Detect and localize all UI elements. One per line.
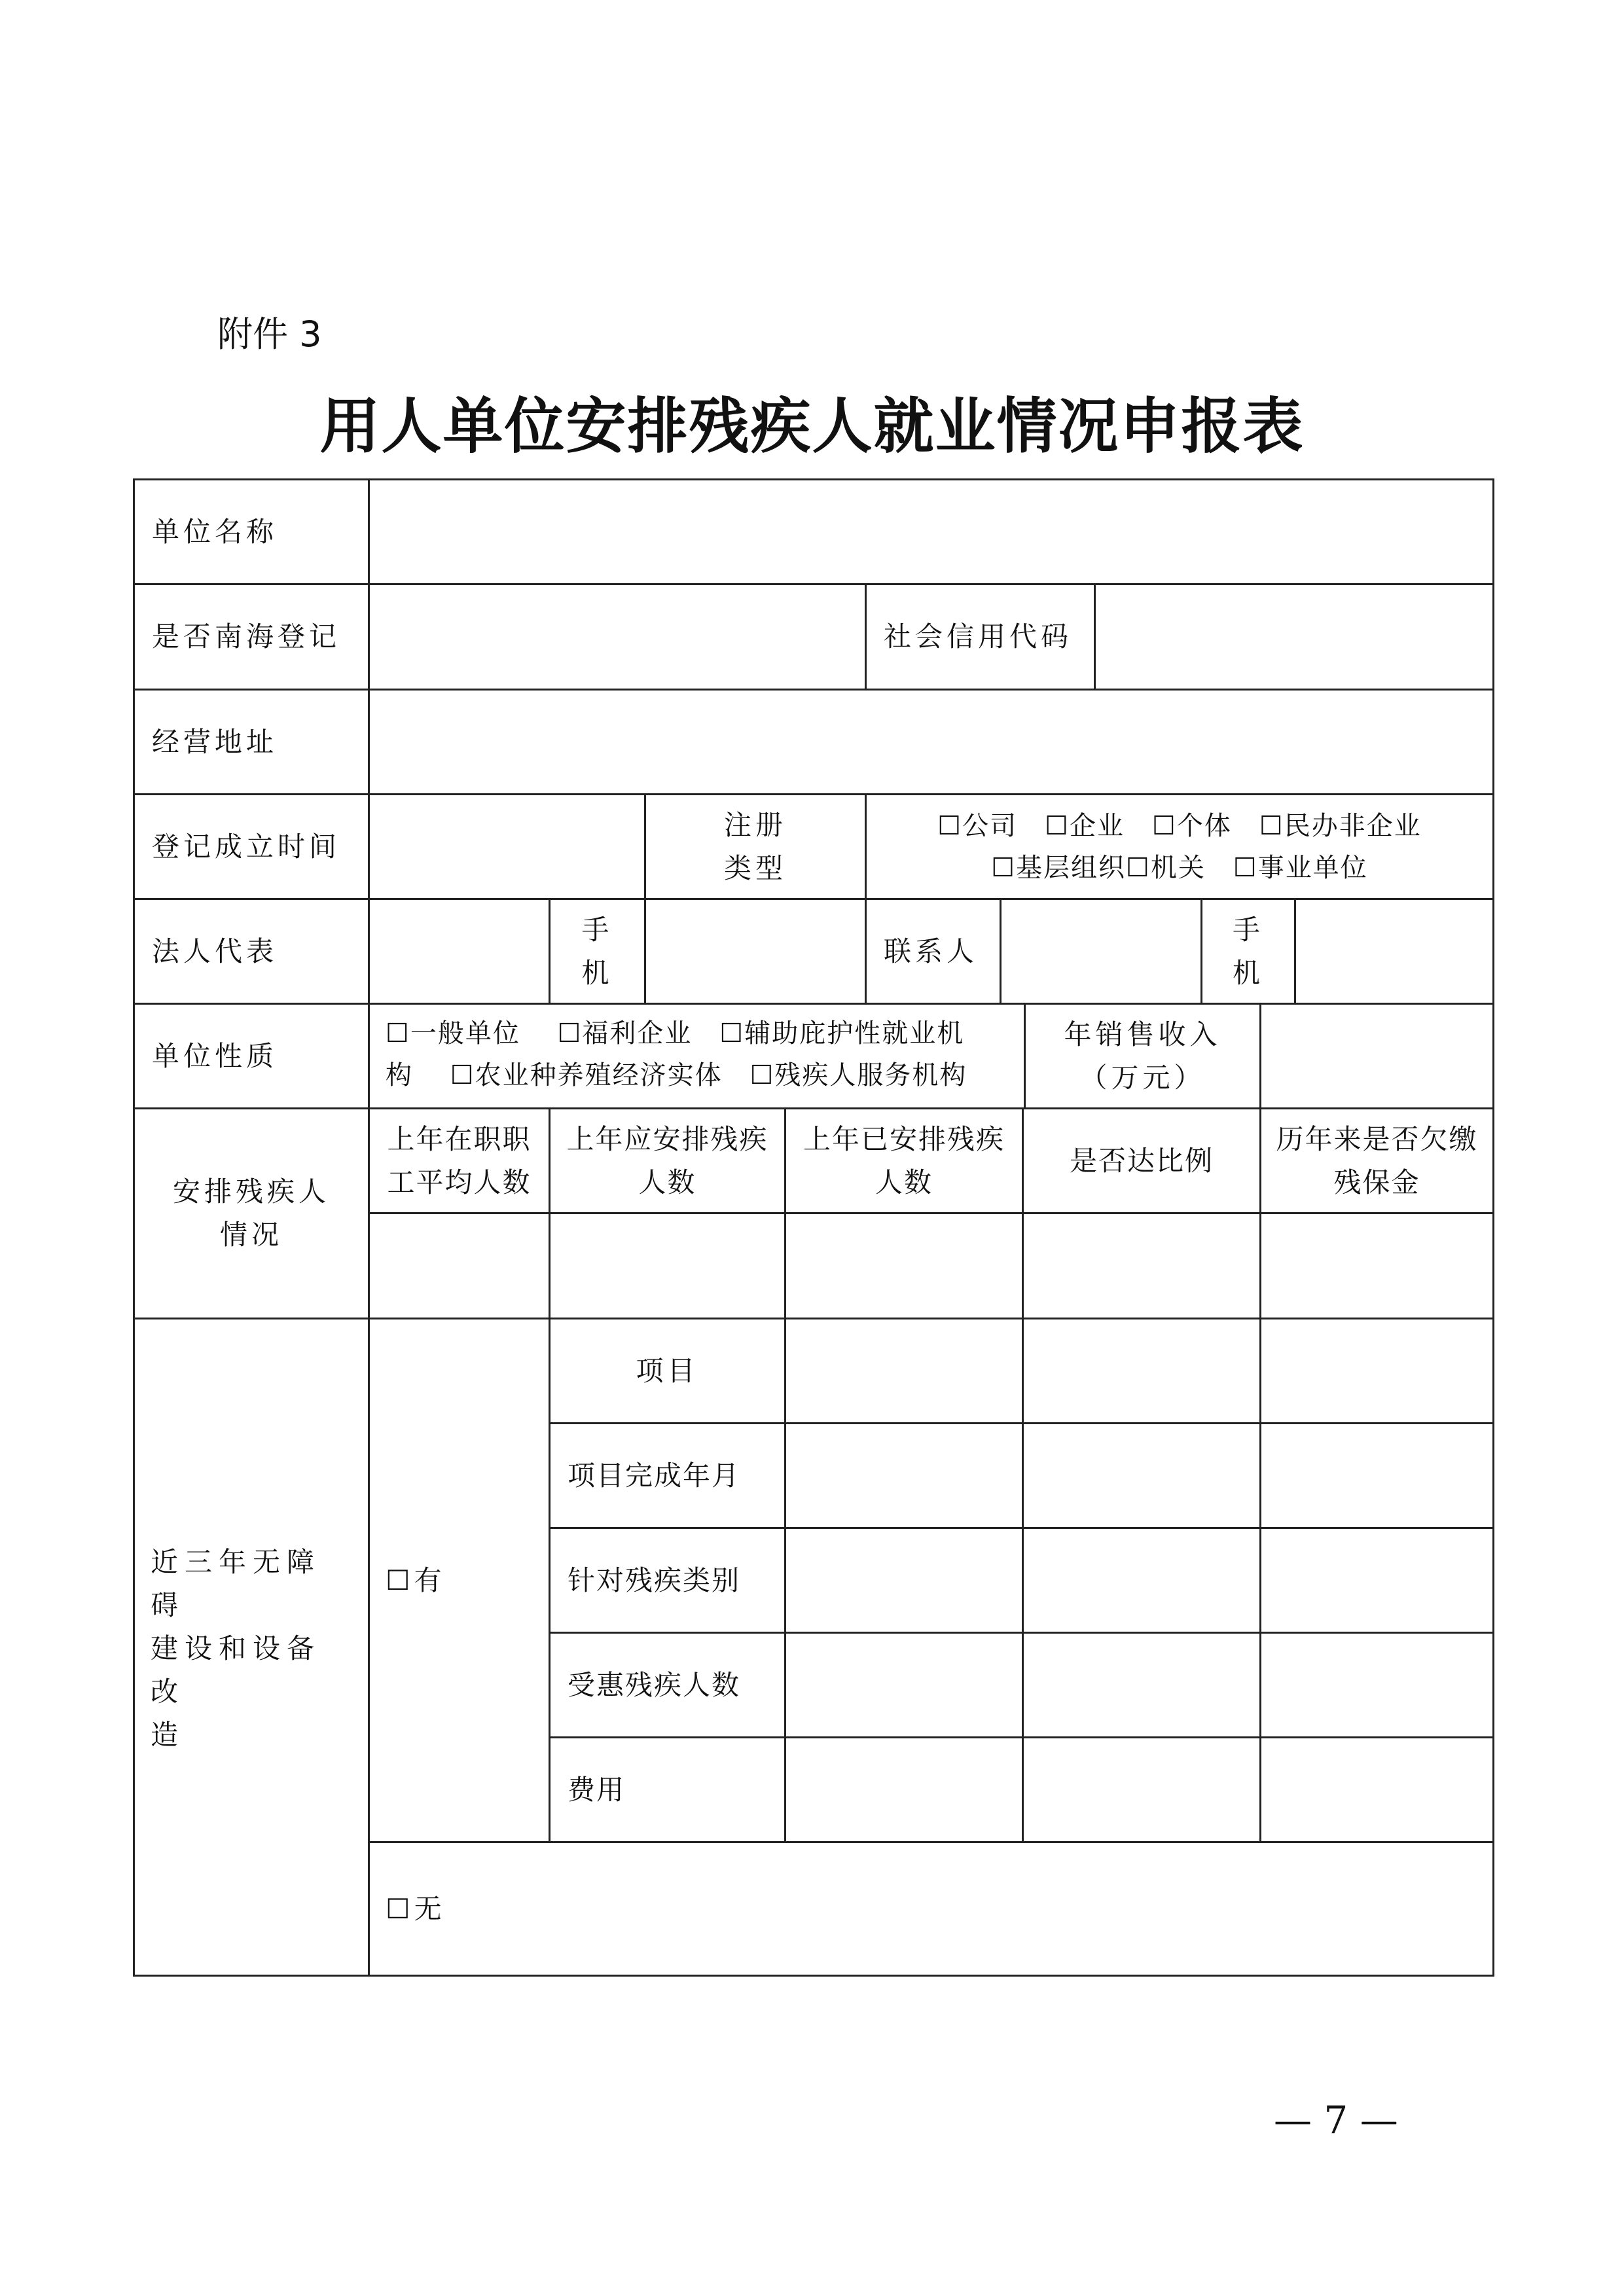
col-arrears-header: [1261, 1109, 1492, 1212]
barrier-free-label-line2: 建设和设备改: [151, 1632, 321, 1708]
unit-nature-options[interactable]: [370, 1005, 1024, 1107]
col-avg-staff-header-line2: 工平均人数: [387, 1166, 532, 1198]
phone-label-line1: 手: [1232, 913, 1264, 946]
contact-person-label: 联系人: [884, 935, 979, 967]
annual-sales-label-line1: 年销售收入: [1064, 1018, 1221, 1050]
barrier-free-label-line3: 造: [151, 1719, 185, 1751]
credit-code-label: 社会信用代码: [884, 620, 1073, 653]
phone-label-line2: 机: [581, 956, 613, 989]
beneficiaries-label: 受惠残疾人数: [568, 1668, 741, 1701]
avg-staff-field[interactable]: [370, 1214, 549, 1318]
project-label: 项目: [636, 1354, 699, 1387]
barrier-yes-checkbox[interactable]: ☐有: [386, 1564, 446, 1596]
col-ratio-header: 是否达比例: [1069, 1144, 1214, 1177]
col-avg-staff-header-line1: 上年在职职: [387, 1122, 532, 1155]
unit-nature-options-line2[interactable]: 构 ☐农业种养殖经济实体 ☐残疾人服务机构: [386, 1060, 967, 1090]
barrier-free-label-line1: 近三年无障碍: [151, 1546, 321, 1621]
business-address-field[interactable]: [370, 691, 1492, 793]
registration-type-label-line2: 类型: [723, 852, 787, 884]
disability-type-label: 针对残疾类别: [568, 1564, 741, 1596]
col-should-arrange-header-line1: 上年应安排残疾: [566, 1122, 768, 1155]
cost-label: 费用: [568, 1773, 626, 1806]
contact-phone-field[interactable]: [1296, 900, 1492, 1003]
ratio-field[interactable]: [1024, 1214, 1259, 1318]
annual-sales-label: [1026, 1005, 1259, 1107]
grid-line: [1259, 1318, 1261, 1841]
phone-label-line1: 手: [581, 913, 613, 946]
legal-rep-field[interactable]: [370, 900, 549, 1003]
arrangement-label-line1: 安排残疾人: [172, 1175, 330, 1208]
annual-sales-label-line2: （万元）: [1079, 1061, 1206, 1094]
registration-type-label: [646, 795, 865, 898]
annual-sales-field[interactable]: [1261, 1005, 1492, 1107]
phone-label-line2: 机: [1232, 956, 1264, 989]
contact-person-field[interactable]: [1001, 900, 1200, 1003]
attachment-label: 附件 3: [217, 314, 322, 355]
barrier-free-label: [135, 1319, 368, 1975]
grid-line: [133, 1975, 1494, 1977]
col-arrears-header-line2: 残保金: [1333, 1166, 1420, 1198]
unit-nature-label: 单位性质: [152, 1039, 278, 1072]
col-arranged-header-line1: 上年已安排残疾: [803, 1122, 1005, 1155]
legal-rep-phone-field[interactable]: [646, 900, 865, 1003]
col-arranged-header: [786, 1109, 1022, 1212]
nanhai-registered-field[interactable]: [370, 585, 865, 689]
business-address-label: 经营地址: [152, 725, 278, 758]
col-arrears-header-line1: 历年来是否欠缴: [1276, 1122, 1478, 1155]
established-time-label: 登记成立时间: [152, 830, 341, 863]
arrears-field[interactable]: [1261, 1214, 1492, 1318]
project-completion-label: 项目完成年月: [568, 1459, 741, 1492]
col-arranged-header-line2: 人数: [875, 1166, 933, 1198]
registration-type-options-line2[interactable]: ☐基层组织☐机关 ☐事业单位: [991, 852, 1368, 883]
col-avg-staff-header: [370, 1109, 549, 1212]
registration-type-label-line1: 注册: [723, 808, 787, 841]
nanhai-registered-label: 是否南海登记: [152, 620, 341, 653]
legal-rep-phone-label: [550, 900, 644, 1003]
arrangement-label: [135, 1109, 368, 1318]
established-time-field[interactable]: [370, 795, 644, 898]
credit-code-field[interactable]: [1096, 585, 1492, 689]
registration-type-options-line1[interactable]: ☐公司 ☐企业 ☐个体 ☐民办非企业: [937, 810, 1422, 841]
col-should-arrange-header: [550, 1109, 784, 1212]
page-number: — 7 —: [1274, 2098, 1398, 2142]
contact-phone-label: [1202, 900, 1294, 1003]
grid-line: [1492, 478, 1494, 1977]
form-title: 用人单位安排残疾人就业情况申报表: [319, 391, 1305, 461]
arrangement-label-line2: 情况: [219, 1219, 283, 1251]
unit-name-field[interactable]: [370, 480, 1492, 583]
should-arrange-field[interactable]: [550, 1214, 784, 1318]
unit-name-label: 单位名称: [152, 515, 278, 548]
arranged-field[interactable]: [786, 1214, 1022, 1318]
legal-rep-label: 法人代表: [152, 935, 278, 967]
unit-nature-options-line1[interactable]: ☐一般单位 ☐福利企业 ☐辅助庇护性就业机: [386, 1018, 965, 1049]
barrier-no-checkbox[interactable]: ☐无: [386, 1892, 446, 1925]
registration-type-options[interactable]: [867, 795, 1492, 898]
col-should-arrange-header-line2: 人数: [638, 1166, 696, 1198]
